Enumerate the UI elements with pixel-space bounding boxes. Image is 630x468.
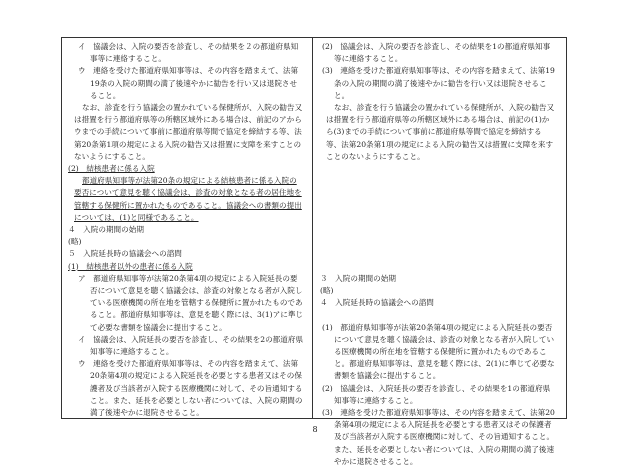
spacer [320, 261, 556, 273]
right-paragraph: ４ 入院延長時の協議会への諮問 [320, 298, 434, 308]
left-paragraph: (1) 結核患者以外の患者に係る入院 [68, 261, 193, 271]
spacer [320, 163, 556, 175]
left-paragraph: ５ 入院延長時の協議会への諮問 [68, 249, 182, 259]
spacer [320, 200, 556, 212]
spacer [320, 187, 556, 199]
right-paragraph: (略) [320, 285, 334, 295]
right-paragraph: (3) 連絡を受けた都道府県知事等は、その内容を踏まえて、法第19条の入院の期間の満了後速やかに勧告を行い又は退院させること。 [322, 66, 555, 100]
left-paragraph: ４ 入院の期間の始期 [68, 225, 144, 235]
spacer [320, 175, 556, 187]
right-paragraph: (1) 都道府県知事等が法第20条第4項の規定による入院延長の要否について意見を聴く協議会は、診査の対象となる者が入院している医療機関の所在地を管轄する保健所に置かれたものであること。都道府県知事等は、意見を聴く際には、2(1)に準じて必要な書類を協議会に提出すること。 [322, 322, 555, 381]
left-paragraph: ウ 連絡を受けた都道府県知事等は、その内容を踏まえて、法第19条の入院の期間の満了後速やかに勧告を行い又は退院させること。 [78, 66, 299, 100]
left-paragraph: ウ 連絡を受けた都道府県知事等は、その内容を踏まえて、法第20条第4項の規定による入院延長を必要とする患者又はその保護者及び当該者が入院する医療機関に対して、その旨通知すること。また、延長を必要としない者については、入院の期間の満了後速やかに退院させること。 [78, 359, 303, 418]
spacer [320, 224, 556, 236]
right-paragraph: (3) 連絡を受けた都道府県知事等は、その内容を踏まえて、法第20条第4項の規定による入院延長を必要とする患者又はその保護者及び当該者が入院する医療機関に対して、その旨通知すること。また、延長を必要としない者については、入院の期間の満了後速やかに退院させること。 [322, 407, 555, 466]
spacer [320, 248, 556, 260]
left-paragraph: なお、診査を行う協議会の置かれている保健所が、入院の勧告又は措置を行う都道府県等の所轄区域外にある場合は、前記のアからウまでの手続について事前に都道府県等間で協定を締結する等、法第20条第1項の規定による入院の勧告又は措置に支障を来すことのないようにすること。 [74, 103, 303, 161]
spacer [320, 236, 556, 248]
right-column-current [320, 41, 556, 468]
left-paragraph: イ 協議会は、入院の要否を診査し、その結果を２の都道府県知事等に連絡すること。 [78, 42, 299, 64]
left-paragraph: イ 協議会は、入院延長の要否を診査し、その結果を2の都道府県知事等に連絡すること。 [78, 334, 304, 357]
left-paragraph: 都道府県知事等が法第20条の規定による結核患者に係る入院の要否について意見を聴く協議会は、診査の対象となる者の居住地を管轄する保健所に置かれたものであること。協議会への書類の提出については、(1)と同様であること。 [74, 176, 302, 222]
left-paragraph: (略) [68, 237, 82, 247]
right-paragraph: (2) 協議会は、入院の要否を診査し、その結果を1の都道府県知事等に連絡すること。 [322, 42, 551, 64]
left-paragraph: ア 都道府県知事等が法第20条第4項の規定による入院延長の要否について意見を聴く協議会は、診査の対象となる者が入院している医療機関の所在地を管轄する保健所に置かれたものであること。都道府県知事等は、意見を聴く際には、3(1)アに準じて必要な書類を協議会に提出すること。 [78, 273, 304, 332]
right-paragraph: ３ 入院の期間の始期 [320, 273, 396, 283]
left-column-revised [68, 41, 304, 419]
right-paragraph: なお、診査を行う協議会の置かれている保健所が、入院の勧告又は措置を行う都道府県等の所轄区域外にある場合は、前記の(1)から(3)までの手続について事前に都道府県等間で協定を締結する等、法第20条第1項の規定による入院の勧告又は措置に支障を来すことのないようにすること。 [326, 103, 555, 161]
left-paragraph: (2) 結核患者に係る入院 [68, 164, 155, 174]
right-paragraph: (2) 協議会は、入院延長の要否を診査し、その結果を1の都道府県知事等に連絡すること。 [322, 383, 551, 405]
page-number: 8 [312, 425, 318, 434]
spacer [320, 309, 556, 321]
column-divider [312, 37, 313, 419]
spacer [320, 212, 556, 224]
